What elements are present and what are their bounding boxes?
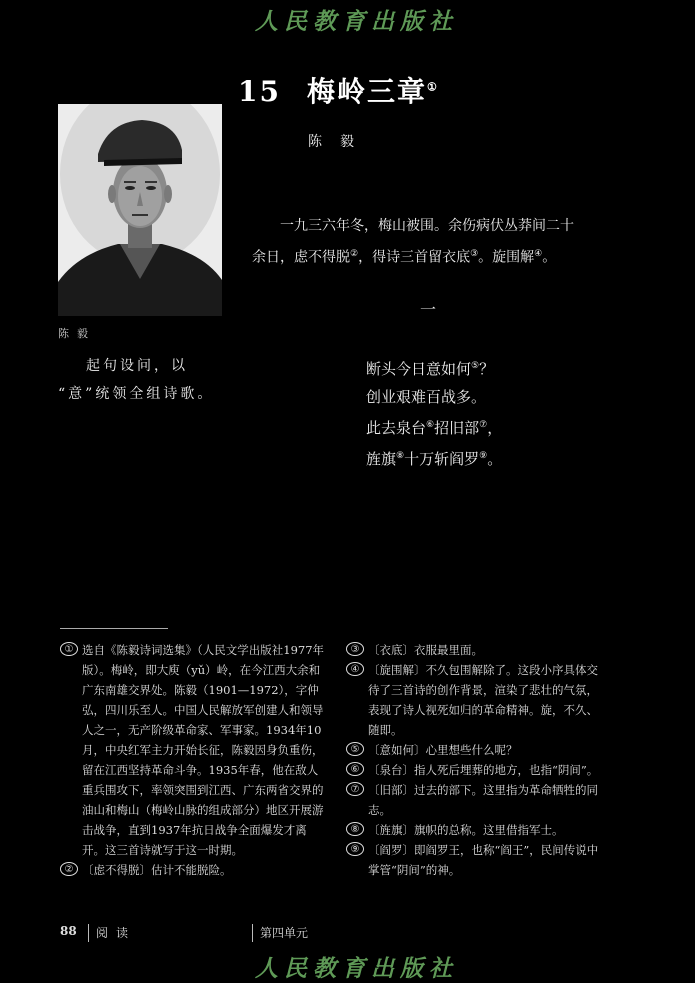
footnote-marker: ⑧	[346, 822, 364, 836]
author-name: 陈毅	[308, 134, 372, 150]
footnote-text: 〔旧部〕过去的部下。这里指为革命牺牲的同志。	[368, 783, 598, 817]
poem-text: ，	[487, 419, 503, 437]
poem-line: 创业艰难百战多。	[366, 388, 487, 406]
preface-line	[252, 212, 612, 240]
poem-text: ？	[479, 360, 495, 378]
section-number: 一	[420, 300, 437, 319]
footnote-marker: ⑦	[346, 782, 364, 796]
footer-section-name: 阅读	[96, 926, 137, 940]
footnote-marker: ④	[346, 662, 364, 676]
author-portrait	[58, 104, 222, 316]
preface-text: 一九三六年冬，梅山被围。余伤病伏丛莽间二十	[280, 218, 574, 234]
poem-text: 。	[487, 450, 503, 468]
footnote-item	[346, 760, 608, 780]
page-footer	[60, 924, 620, 944]
poem-line	[366, 442, 502, 473]
footnote-item	[346, 660, 608, 740]
footnote-text: 〔旋围解〕不久包围解除了。这段小序具体交待了三首诗的创作背景，渲染了悲壮的气氛，表现了诗人视死如归的革命精神。旋，不久、随即。	[368, 663, 598, 737]
title-footnote-ref[interactable]: ①	[426, 80, 439, 94]
footnote-item	[60, 860, 328, 880]
page-number: 88	[60, 924, 77, 938]
footnote-text: 选自《陈毅诗词选集》（人民文学出版社1977年版）。梅岭，即大庾（yǔ）岭，在今江西大余和广东南雄交界处。陈毅（1901—1972），字仲弘，四川乐至人。中国人民解放军创建人和领导人之一，无产阶级革命家、军事家。1934年10月，中央红军主力开始长征，陈毅因身负重伤，留在江西坚持革命斗争。1935年春，他在敌人重兵围攻下，率领突围到江西、广东两省交界的油山和梅山（梅岭山脉的组成部分）地区开展游击战争，直到1937年抗日战争全面爆发才离开。这三首诗就写于这一时期。	[82, 643, 325, 857]
footnote-item	[346, 640, 608, 660]
lesson-title	[238, 70, 439, 110]
poem-text: 招旧部	[434, 419, 480, 437]
footnote-text: 〔虑不得脱〕估计不能脱险。	[82, 863, 232, 877]
footer-divider	[88, 924, 89, 942]
footnotes-left-column	[60, 640, 328, 880]
footnote-text: 〔衣底〕衣服最里面。	[368, 643, 483, 657]
footnote-ref[interactable]: ⑤	[471, 361, 480, 371]
footnote-marker: ⑥	[346, 762, 364, 776]
footnote-item	[346, 820, 608, 840]
preface-text: 。旋围解	[478, 249, 535, 266]
footnote-marker: ③	[346, 642, 364, 656]
footnote-marker: ⑨	[346, 842, 364, 856]
footnote-item	[60, 640, 328, 860]
poem-text: 断头今日意如何	[366, 360, 472, 378]
lesson-title-text: 梅岭三章	[306, 75, 427, 108]
footnote-ref[interactable]: ⑥	[426, 420, 435, 430]
portrait-illustration	[58, 104, 222, 316]
footer-unit-name: 第四单元	[260, 926, 309, 940]
footnote-text: 〔阎罗〕即阎罗王，也称“阎王”，民间传说中掌管“阴间”的神。	[368, 843, 599, 877]
footnote-item	[346, 840, 608, 880]
footnote-text: 〔旌旗〕旗帜的总称。这里借指军士。	[368, 823, 564, 837]
footnote-item	[346, 780, 608, 820]
lesson-number: 15	[238, 75, 281, 108]
poem-text: 此去泉台	[366, 419, 427, 437]
poem-line	[366, 352, 502, 383]
footnote-ref[interactable]: ④	[534, 249, 543, 259]
footnote-item	[346, 740, 608, 760]
footnote-ref[interactable]: ⑧	[396, 451, 405, 461]
annotation-line: “意”统领全组诗歌。	[58, 386, 215, 402]
preface-text: ，得诗三首留衣底	[358, 249, 471, 266]
footnotes-right-column	[346, 640, 608, 880]
preface-text: 。	[542, 249, 557, 266]
poem-text: 旌旗	[366, 450, 397, 468]
margin-annotation	[58, 352, 218, 408]
publisher-watermark-top: 人民教育出版社	[255, 8, 458, 35]
footnote-ref[interactable]: ③	[470, 249, 479, 259]
footnote-marker: ①	[60, 642, 78, 656]
footer-divider	[252, 924, 253, 942]
annotation-line: 起句设问，以	[86, 358, 188, 374]
footnote-ref[interactable]: ⑨	[479, 451, 488, 461]
portrait-caption: 陈毅	[58, 327, 96, 340]
footnote-divider	[60, 628, 168, 629]
footnote-ref[interactable]: ②	[350, 249, 359, 259]
poem-line	[366, 411, 502, 442]
poem-stanza	[366, 352, 502, 473]
footnote-text: 〔泉台〕指人死后埋葬的地方，也指“阴间”。	[368, 763, 599, 777]
publisher-watermark-bottom: 人民教育出版社	[255, 955, 458, 982]
poem-text: 十万斩阎罗	[404, 450, 480, 468]
footnote-ref[interactable]: ⑦	[479, 420, 488, 430]
footnote-text: 〔意如何〕心里想些什么呢？	[368, 743, 518, 757]
footnote-marker: ⑤	[346, 742, 364, 756]
preface-line	[252, 240, 612, 272]
footnote-marker: ②	[60, 862, 78, 876]
poem-preface	[252, 212, 612, 272]
preface-text: 余日，虑不得脱	[252, 249, 350, 266]
